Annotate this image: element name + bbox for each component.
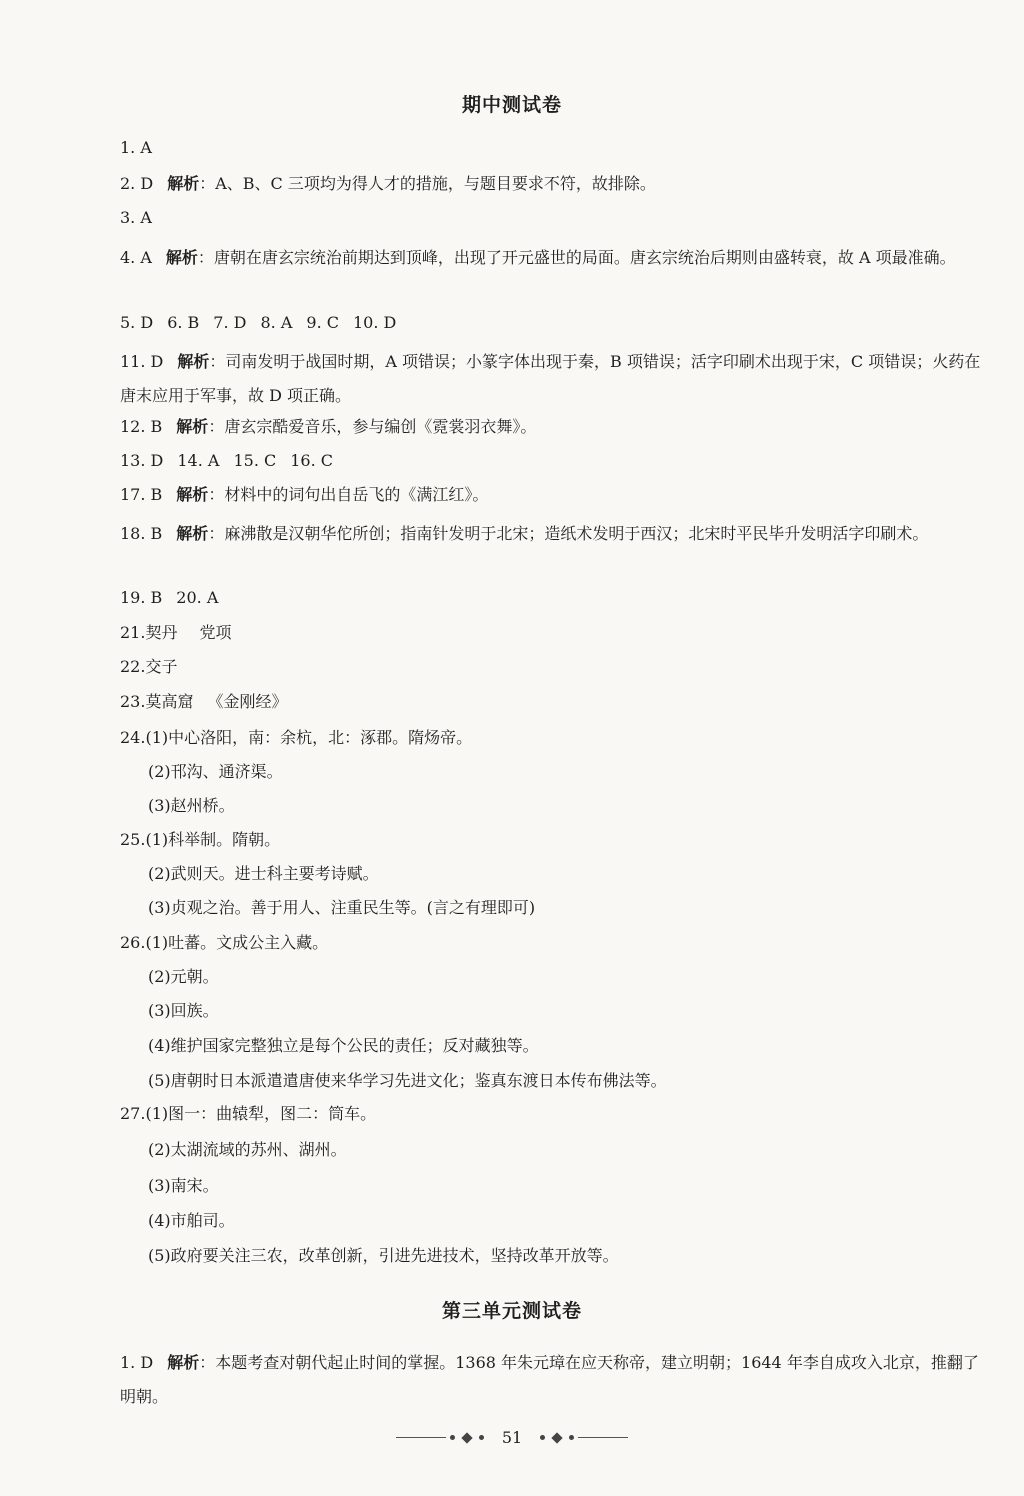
analysis-label: 解析 bbox=[176, 524, 209, 543]
section-title-unit3: 第三单元测试卷 bbox=[441, 1300, 582, 1322]
analysis-label: 解析 bbox=[176, 417, 209, 436]
answer-2: 2. D 解析：A、B、C 三项均为得人才的措施，与题目要求不符，故排除。 bbox=[120, 174, 656, 193]
answer-27-1: 27.(1)图一：曲辕犁，图二：筒车。 bbox=[120, 1104, 377, 1123]
answer-18: 18. B 解析：麻沸散是汉朝华佗所创；指南针发明于北宋；造纸术发明于西汉；北宋时平民毕升发明活字印刷术。 bbox=[120, 524, 929, 543]
answer-26-5: (5)唐朝时日本派遣遣唐使来华学习先进文化；鉴真东渡日本传布佛法等。 bbox=[148, 1071, 667, 1090]
answer-26-3: (3)回族。 bbox=[148, 1001, 219, 1020]
answer-26-1: 26.(1)吐蕃。文成公主入藏。 bbox=[120, 933, 329, 952]
answer-12: 12. B 解析：唐玄宗酷爱音乐，参与编创《霓裳羽衣舞》。 bbox=[120, 417, 537, 436]
answer-group-5-10: 5. D 6. B 7. D 8. A 9. C 10. D bbox=[120, 313, 397, 332]
page-number: 51 bbox=[501, 1428, 523, 1447]
answer-26-4: (4)维护国家完整独立是每个公民的责任；反对藏独等。 bbox=[148, 1036, 539, 1055]
answer-27-3: (3)南宋。 bbox=[148, 1176, 219, 1195]
analysis-label: 解析 bbox=[167, 1353, 200, 1372]
answer-25-2: (2)武则天。进士科主要考诗赋。 bbox=[148, 864, 379, 883]
unit3-answer-1: 1. D 解析：本题考查对朝代起止时间的掌握。1368 年朱元璋在应天称帝，建立明朝；1644 年李自成攻入北京，推翻了明朝。 bbox=[120, 1353, 979, 1406]
answer-27-5: (5)政府要关注三农，改革创新，引进先进技术，坚持改革开放等。 bbox=[148, 1246, 619, 1265]
answer-24-1: 24.(1)中心洛阳，南：余杭，北：涿郡。隋炀帝。 bbox=[120, 728, 473, 747]
answer-24-2: (2)邗沟、通济渠。 bbox=[148, 762, 283, 781]
section-title-midterm: 期中测试卷 bbox=[461, 94, 562, 116]
answer-23: 23.莫高窟 《金刚经》 bbox=[120, 692, 288, 711]
analysis-label: 解析 bbox=[177, 352, 210, 371]
answer-22: 22.交子 bbox=[120, 657, 178, 676]
answer-21: 21.契丹 党项 bbox=[120, 623, 232, 642]
analysis-label: 解析 bbox=[176, 485, 209, 504]
answer-27-2: (2)太湖流域的苏州、湖州。 bbox=[148, 1140, 347, 1159]
ornament-left-icon bbox=[396, 1434, 488, 1442]
answer-24-3: (3)赵州桥。 bbox=[148, 796, 235, 815]
analysis-label: 解析 bbox=[167, 174, 200, 193]
answer-4: 4. A 解析：唐朝在唐玄宗统治前期达到顶峰，出现了开元盛世的局面。唐玄宗统治后期则由盛转衰，故 A 项最准确。 bbox=[120, 248, 956, 267]
page-footer bbox=[0, 1428, 1024, 1447]
answer-3: 3. A bbox=[120, 208, 152, 227]
answer-group-13-16: 13. D 14. A 15. C 16. C bbox=[120, 451, 334, 470]
answer-26-2: (2)元朝。 bbox=[148, 967, 219, 986]
analysis-label: 解析 bbox=[165, 248, 198, 267]
ornament-right-icon bbox=[536, 1434, 628, 1442]
answer-25-3: (3)贞观之治。善于用人、注重民生等。(言之有理即可) bbox=[148, 898, 536, 917]
answer-17: 17. B 解析：材料中的词句出自岳飞的《满江红》。 bbox=[120, 485, 489, 504]
answer-1: 1. A bbox=[120, 138, 152, 157]
answer-11: 11. D 解析：司南发明于战国时期，A 项错误；小篆字体出现于秦，B 项错误；活字印刷术出现于宋，C 项错误；火药在唐末应用于军事，故 D 项正确。 bbox=[120, 352, 981, 405]
answer-27-4: (4)市舶司。 bbox=[148, 1211, 235, 1230]
answer-25-1: 25.(1)科举制。隋朝。 bbox=[120, 830, 281, 849]
answer-group-19-20: 19. B 20. A bbox=[120, 588, 219, 607]
